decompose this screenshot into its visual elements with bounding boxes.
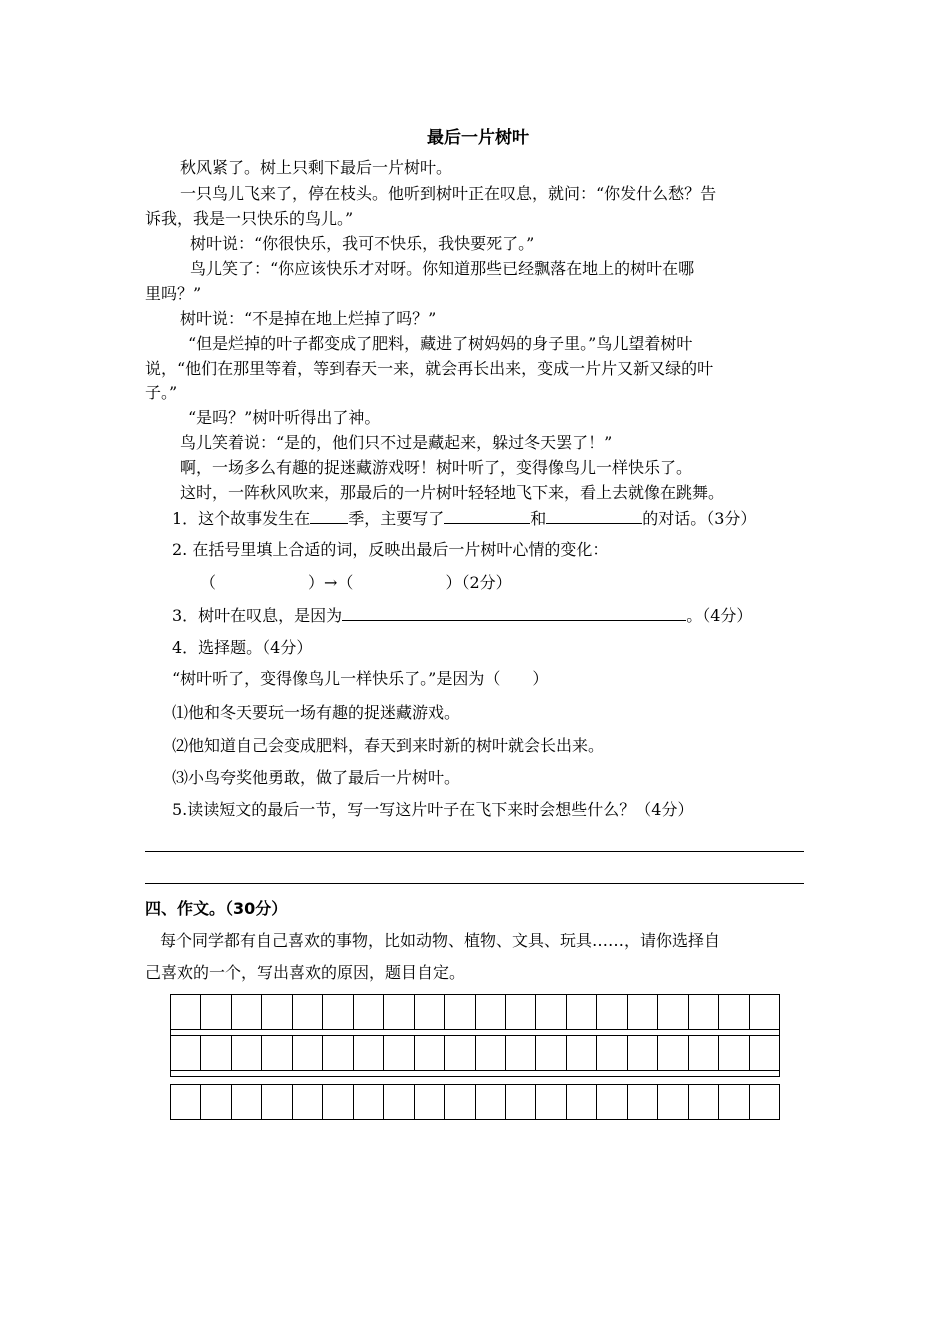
question-text: 3．树叶在叹息，是因为 [172, 606, 343, 625]
passage-line: 诉我，我是一只快乐的鸟儿。” [145, 209, 354, 228]
answer-blank-reason[interactable] [342, 604, 686, 621]
question-3 [172, 604, 752, 627]
question-5: 5.读读短文的最后一节，写一写这片叶子在飞下来时会想些什么？（4分） [172, 800, 694, 819]
answer-blank-season[interactable] [310, 507, 348, 524]
question-text: 和 [530, 509, 547, 528]
question-4-stem: “树叶听了，变得像鸟儿一样快乐了。”是因为（ ） [172, 669, 549, 688]
question-1 [172, 507, 756, 530]
passage-line: “是吗？”树叶听得出了神。 [188, 408, 381, 427]
answer-line[interactable] [145, 883, 804, 884]
writing-grid-row[interactable] [170, 994, 780, 1030]
question-4-option-2[interactable]: ⑵他知道自己会变成肥料，春天到来时新的树叶就会长出来。 [172, 736, 605, 755]
answer-blank-character-1[interactable] [444, 507, 530, 524]
page-title: 最后一片树叶 [427, 128, 529, 148]
question-4-option-1[interactable]: ⑴他和冬天要玩一场有趣的捉迷藏游戏。 [172, 703, 461, 722]
question-4-option-3[interactable]: ⑶小鸟夸奖他勇敢，做了最后一片树叶。 [172, 768, 461, 787]
composition-prompt: 每个同学都有自己喜欢的事物，比如动物、植物、文具、玩具……，请你选择自 [160, 931, 721, 950]
composition-prompt: 己喜欢的一个，写出喜欢的原因，题目自定。 [145, 963, 466, 982]
answer-line[interactable] [145, 851, 804, 852]
question-text: 。（4分） [686, 606, 753, 625]
passage-line: 这时，一阵秋风吹来，那最后的一片树叶轻轻地飞下来，看上去就像在跳舞。 [180, 483, 725, 502]
question-text: 季，主要写了 [348, 509, 445, 528]
question-text: 1．这个故事发生在 [172, 509, 311, 528]
writing-grid-row[interactable] [170, 1084, 780, 1120]
question-text: 的对话。（3分） [642, 509, 757, 528]
arrow-icon: ）→（ [308, 573, 354, 592]
passage-line: 树叶说：“不是掉在地上烂掉了吗？” [180, 309, 437, 328]
bracket-right: ）（2分） [445, 573, 512, 592]
section-heading-composition: 四、作文。（30分） [145, 899, 288, 918]
writing-grid-divider [170, 1076, 780, 1077]
passage-line: 啊，一场多么有趣的捉迷藏游戏呀！树叶听了，变得像鸟儿一样快乐了。 [180, 458, 693, 477]
question-4: 4．选择题。（4分） [172, 638, 313, 657]
passage-line: 里吗？” [145, 284, 202, 303]
passage-line: 树叶说：“你很快乐，我可不快乐，我快要死了。” [190, 234, 535, 253]
passage-line: 鸟儿笑着说：“是的，他们只不过是藏起来，躲过冬天罢了！” [180, 433, 613, 452]
passage-line: 一只鸟儿飞来了，停在枝头。他听到树叶正在叹息，就问：“你发什么愁？告 [180, 184, 717, 203]
passage-line: 鸟儿笑了：“你应该快乐才对呀。你知道那些已经飘落在地上的树叶在哪 [190, 259, 695, 278]
passage-line: 秋风紧了。树上只剩下最后一片树叶。 [180, 158, 453, 177]
question-2-brackets [200, 572, 512, 594]
question-2: 2. 在括号里填上合适的词，反映出最后一片树叶心情的变化： [172, 540, 609, 559]
writing-grid-row[interactable] [170, 1035, 780, 1071]
passage-line: 说，“他们在那里等着，等到春天一来，就会再长出来，变成一片片又新又绿的叶 [145, 359, 714, 378]
answer-blank-character-2[interactable] [546, 507, 642, 524]
passage-line: 子。” [145, 383, 178, 402]
passage-line: “但是烂掉的叶子都变成了肥料，藏进了树妈妈的身子里。”鸟儿望着树叶 [188, 334, 693, 353]
bracket-left: （ [200, 573, 217, 592]
